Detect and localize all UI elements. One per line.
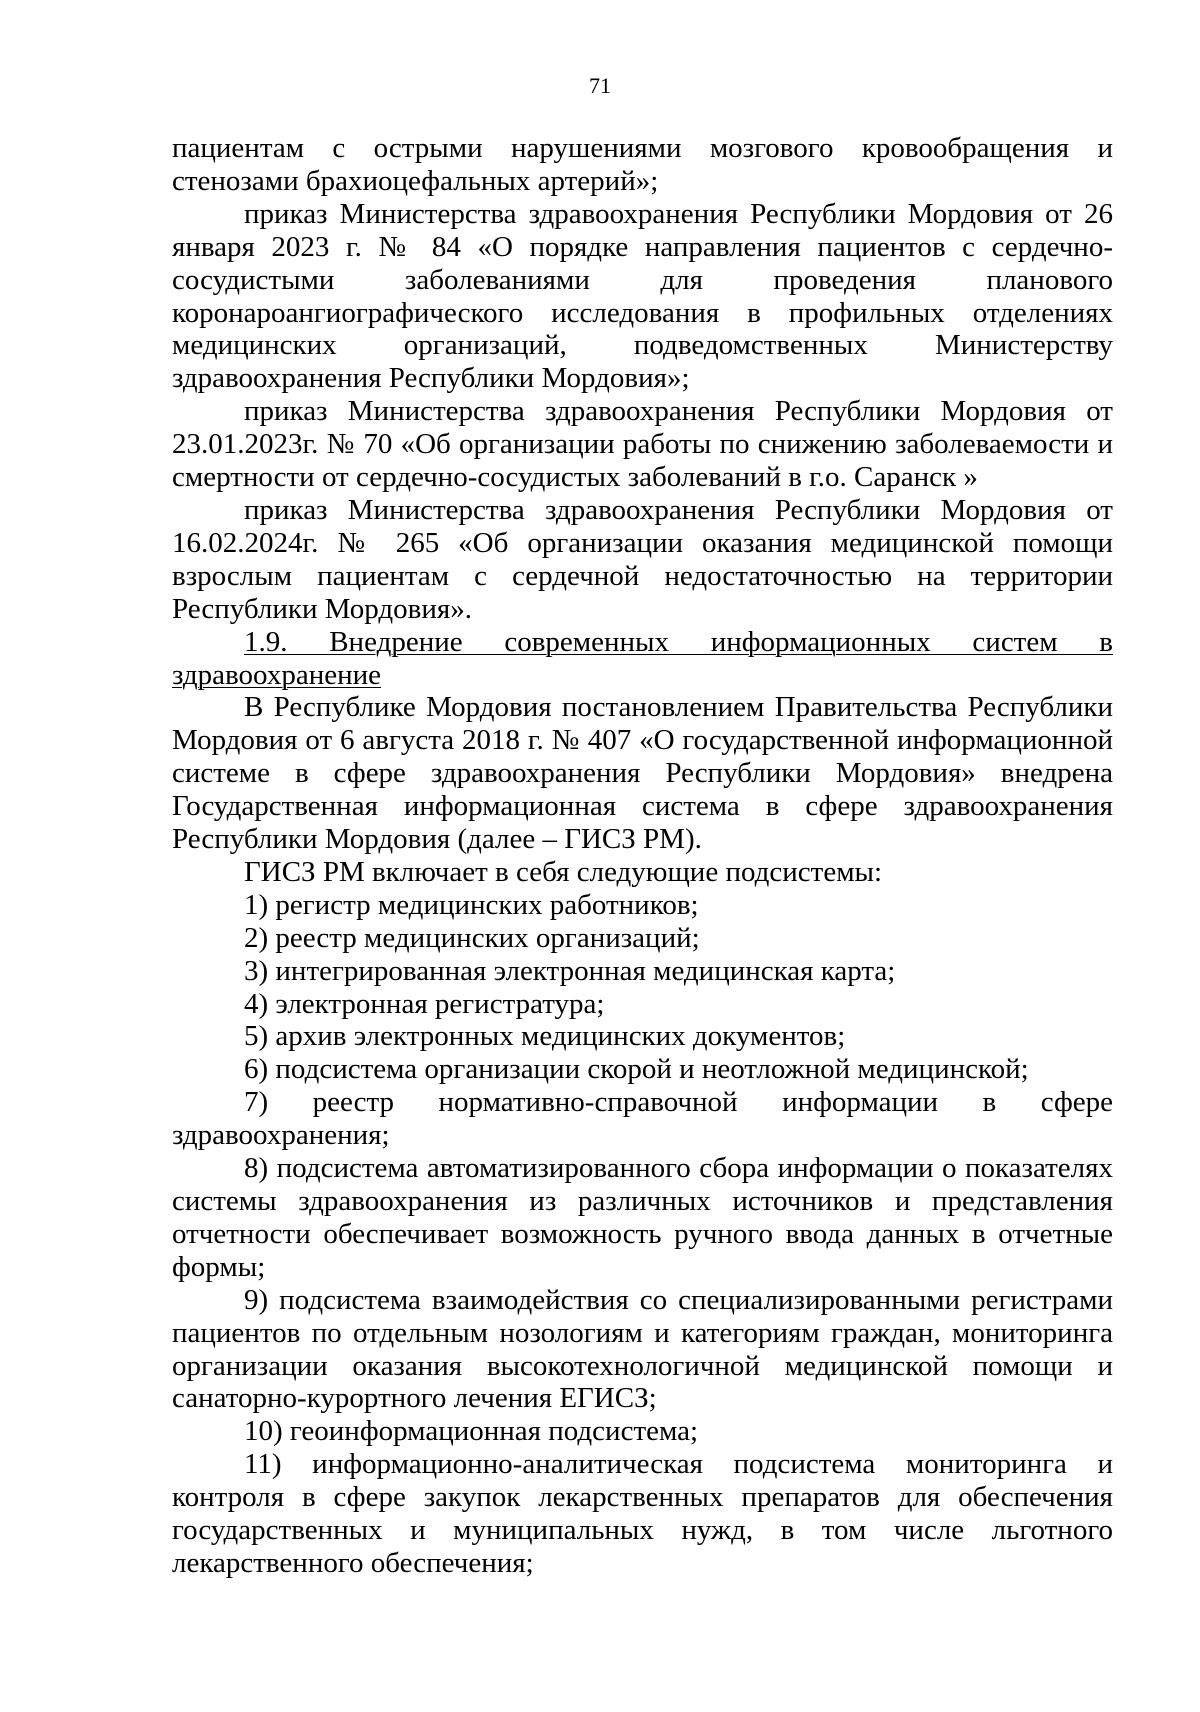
list-item-5: 5) архив электронных медицинских документов; [244,1020,846,1053]
paragraph-gisz-intro: В Республике Мордовия постановлением Правительства Республики Мордовия от 6 августа 2018 г. № 407 «О государственной информационной системе в сфере здравоохранения Республики Мордовия» внедрена Государственная информационная система в сфере здравоохранения Республики Мордовия (далее – ГИСЗ РМ). [172,691,1113,856]
paragraph-order-84: приказ Министерства здравоохранения Республики Мордовия от 26 января 2023 г. № 84 «О порядке направления пациентов с сердечно-сосудистыми заболеваниями для проведения планового коронароангиографического исследования в профильных отделениях медицинских организаций, подведомственных Министерству здравоохранения Республики Мордовия»; [172,197,1113,395]
list-item-4: 4) электронная регистратура; [244,987,605,1020]
list-item-11: 11) информационно-аналитическая подсистема мониторинга и контроля в сфере закупок лекарственных препаратов для обеспечения государственных и муниципальных нужд, в том числе льготного лекарственного обеспечения; [172,1448,1113,1579]
list-item-7: 7) реестр нормативно-справочной информации в сфере здравоохранения; [172,1086,1113,1152]
list-item-1: 1) регистр медицинских работников; [244,888,699,921]
paragraph-continuation: пациентам с острыми нарушениями мозгового кровообращения и стенозами брахиоцефальных артерий»; [172,132,1113,197]
list-item-10: 10) геоинформационная подсистема; [244,1415,699,1448]
page-number: 71 [589,73,611,98]
paragraph-order-70: приказ Министерства здравоохранения Республики Мордовия от 23.01.2023г. № 70 «Об организации работы по снижению заболеваемости и смертности от сердечно-сосудистых заболеваний в г.о. Саранск » [172,395,1113,494]
paragraph-order-265: приказ Министерства здравоохранения Республики Мордовия от 16.02.2024г. № 265 «Об организации оказания медицинской помощи взрослым пациентам с сердечной недостаточностью на территории Республики Мордовия». [172,493,1113,625]
list-item-6: 6) подсистема организации скорой и неотложной медицинской; [244,1053,1029,1086]
list-item-2: 2) реестр медицинских организаций; [244,921,700,954]
document-body [172,132,1113,1580]
paragraph-subsystems-intro: ГИСЗ РМ включает в себя следующие подсистемы: [244,855,883,888]
list-item-3: 3) интегрированная электронная медицинская карта; [244,954,896,987]
list-item-8: 8) подсистема автоматизированного сбора информации о показателях системы здравоохранения из различных источников и представления отчетности обеспечивает возможность ручного ввода данных в отчетные формы; [172,1152,1113,1283]
list-item-9: 9) подсистема взаимодействия со специализированными регистрами пациентов по отдельным нозологиям и категориям граждан, мониторинга организации оказания высокотехнологичной медицинской помощи и санаторно-курортного лечения ЕГИСЗ; [172,1283,1113,1415]
section-heading-1-9: 1.9. Внедрение современных информационных систем в здравоохранение [172,625,1113,691]
